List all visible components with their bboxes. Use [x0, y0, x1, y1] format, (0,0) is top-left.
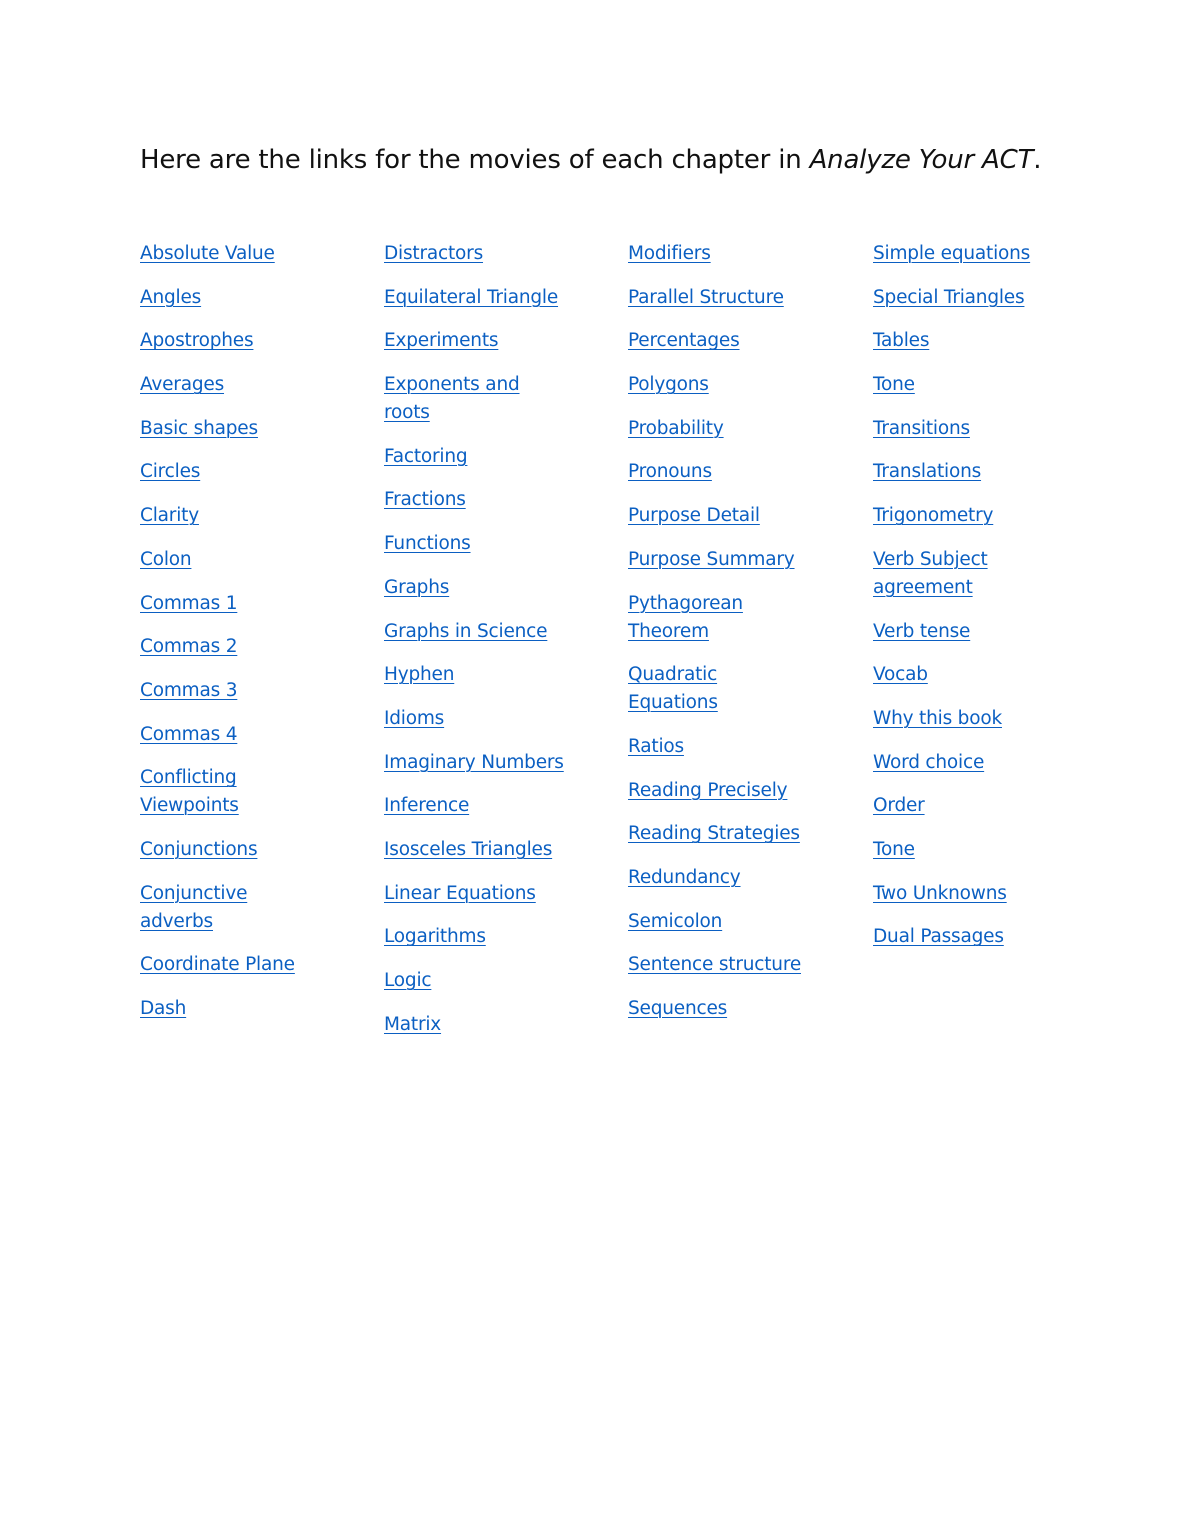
- chapter-link[interactable]: Angles: [140, 286, 202, 308]
- chapter-link[interactable]: Tables: [873, 330, 930, 352]
- chapter-link[interactable]: Matrix: [384, 1013, 442, 1035]
- chapter-link[interactable]: Commas 1: [140, 592, 238, 614]
- chapter-link[interactable]: Dash: [140, 998, 187, 1019]
- chapter-link[interactable]: Basic shapes: [140, 417, 258, 439]
- chapter-link[interactable]: Experiments: [384, 330, 499, 352]
- chapter-link[interactable]: Isosceles Triangles: [384, 838, 553, 860]
- link-column-3: [628, 240, 808, 1039]
- chapter-link[interactable]: Two Unknowns: [873, 882, 1007, 904]
- page-heading: [140, 140, 1041, 180]
- chapter-link[interactable]: Translations: [873, 461, 982, 483]
- chapter-link[interactable]: Pronouns: [628, 461, 712, 483]
- chapter-link[interactable]: Commas 4: [140, 723, 238, 745]
- chapter-link[interactable]: Commas 3: [140, 679, 238, 701]
- chapter-link[interactable]: Parallel Structure: [628, 286, 784, 308]
- chapter-link[interactable]: Transitions: [873, 417, 970, 439]
- chapter-link[interactable]: Order: [873, 795, 925, 817]
- chapter-link[interactable]: Commas 2: [140, 636, 238, 658]
- chapter-link[interactable]: Linear Equations: [384, 882, 536, 904]
- chapter-link[interactable]: Trigonometry: [873, 505, 994, 527]
- chapter-link[interactable]: Exponents and roots: [384, 374, 520, 424]
- chapter-link[interactable]: Why this book: [873, 707, 1002, 729]
- chapter-link[interactable]: Percentages: [628, 330, 740, 352]
- chapter-link[interactable]: Apostrophes: [140, 330, 254, 352]
- chapter-link[interactable]: Ratios: [628, 735, 684, 757]
- chapter-link[interactable]: Distractors: [384, 243, 484, 264]
- chapter-link[interactable]: Conflicting Viewpoints: [140, 767, 239, 817]
- heading-suffix: .: [1033, 145, 1042, 175]
- chapter-link[interactable]: Graphs in Science: [384, 620, 548, 642]
- chapter-link[interactable]: Fractions: [384, 489, 466, 511]
- chapter-link[interactable]: Verb Subject agreement: [873, 548, 988, 598]
- chapter-link[interactable]: Circles: [140, 461, 201, 483]
- chapter-link[interactable]: Idioms: [384, 707, 445, 729]
- chapter-link[interactable]: Factoring: [384, 445, 468, 467]
- chapter-link[interactable]: Reading Precisely: [628, 779, 788, 801]
- chapter-link[interactable]: Sentence structure: [628, 954, 801, 976]
- chapter-link[interactable]: Polygons: [628, 374, 709, 396]
- chapter-link[interactable]: Tone: [873, 374, 915, 396]
- chapter-link[interactable]: Inference: [384, 795, 470, 817]
- chapter-link[interactable]: Averages: [140, 374, 225, 396]
- chapter-link[interactable]: Special Triangles: [873, 286, 1025, 308]
- chapter-link[interactable]: Graphs: [384, 576, 450, 598]
- chapter-link[interactable]: Logic: [384, 970, 432, 991]
- chapter-link[interactable]: Probability: [628, 417, 724, 439]
- heading-prefix: Here are the links for the movies of each chapter in: [140, 145, 810, 175]
- link-column-1: [140, 240, 320, 1039]
- chapter-link[interactable]: Pythagorean Theorem: [628, 592, 743, 642]
- chapter-link[interactable]: Sequences: [628, 998, 728, 1019]
- chapter-link[interactable]: Quadratic Equations: [628, 664, 718, 714]
- link-column-2: [384, 240, 564, 1054]
- chapter-link[interactable]: Purpose Detail: [628, 505, 760, 527]
- chapter-link[interactable]: Purpose Summary: [628, 548, 795, 570]
- chapter-link[interactable]: Word choice: [873, 751, 985, 773]
- chapter-link[interactable]: Logarithms: [384, 926, 486, 948]
- chapter-link[interactable]: Functions: [384, 533, 471, 555]
- chapter-link[interactable]: Clarity: [140, 505, 199, 527]
- chapter-link[interactable]: Reading Strategies: [628, 823, 800, 845]
- chapter-link[interactable]: Absolute Value: [140, 243, 275, 264]
- chapter-link[interactable]: Imaginary Numbers: [384, 751, 564, 773]
- chapter-link[interactable]: Vocab: [873, 664, 928, 686]
- link-column-4: [873, 240, 1053, 967]
- chapter-link[interactable]: Equilateral Triangle: [384, 286, 559, 308]
- chapter-link[interactable]: Verb tense: [873, 620, 971, 642]
- chapter-link[interactable]: Redundancy: [628, 866, 741, 888]
- chapter-link[interactable]: Hyphen: [384, 664, 455, 686]
- chapter-link[interactable]: Simple equations: [873, 243, 1031, 264]
- chapter-link[interactable]: Dual Passages: [873, 926, 1004, 948]
- chapter-link[interactable]: Modifiers: [628, 243, 711, 264]
- chapter-link[interactable]: Colon: [140, 548, 192, 570]
- chapter-link[interactable]: Coordinate Plane: [140, 954, 295, 976]
- book-title: Analyze Your ACT: [809, 145, 1034, 175]
- chapter-link[interactable]: Semicolon: [628, 910, 723, 932]
- chapter-link[interactable]: Tone: [873, 838, 915, 860]
- chapter-link[interactable]: Conjunctive adverbs: [140, 882, 248, 932]
- chapter-link[interactable]: Conjunctions: [140, 838, 258, 860]
